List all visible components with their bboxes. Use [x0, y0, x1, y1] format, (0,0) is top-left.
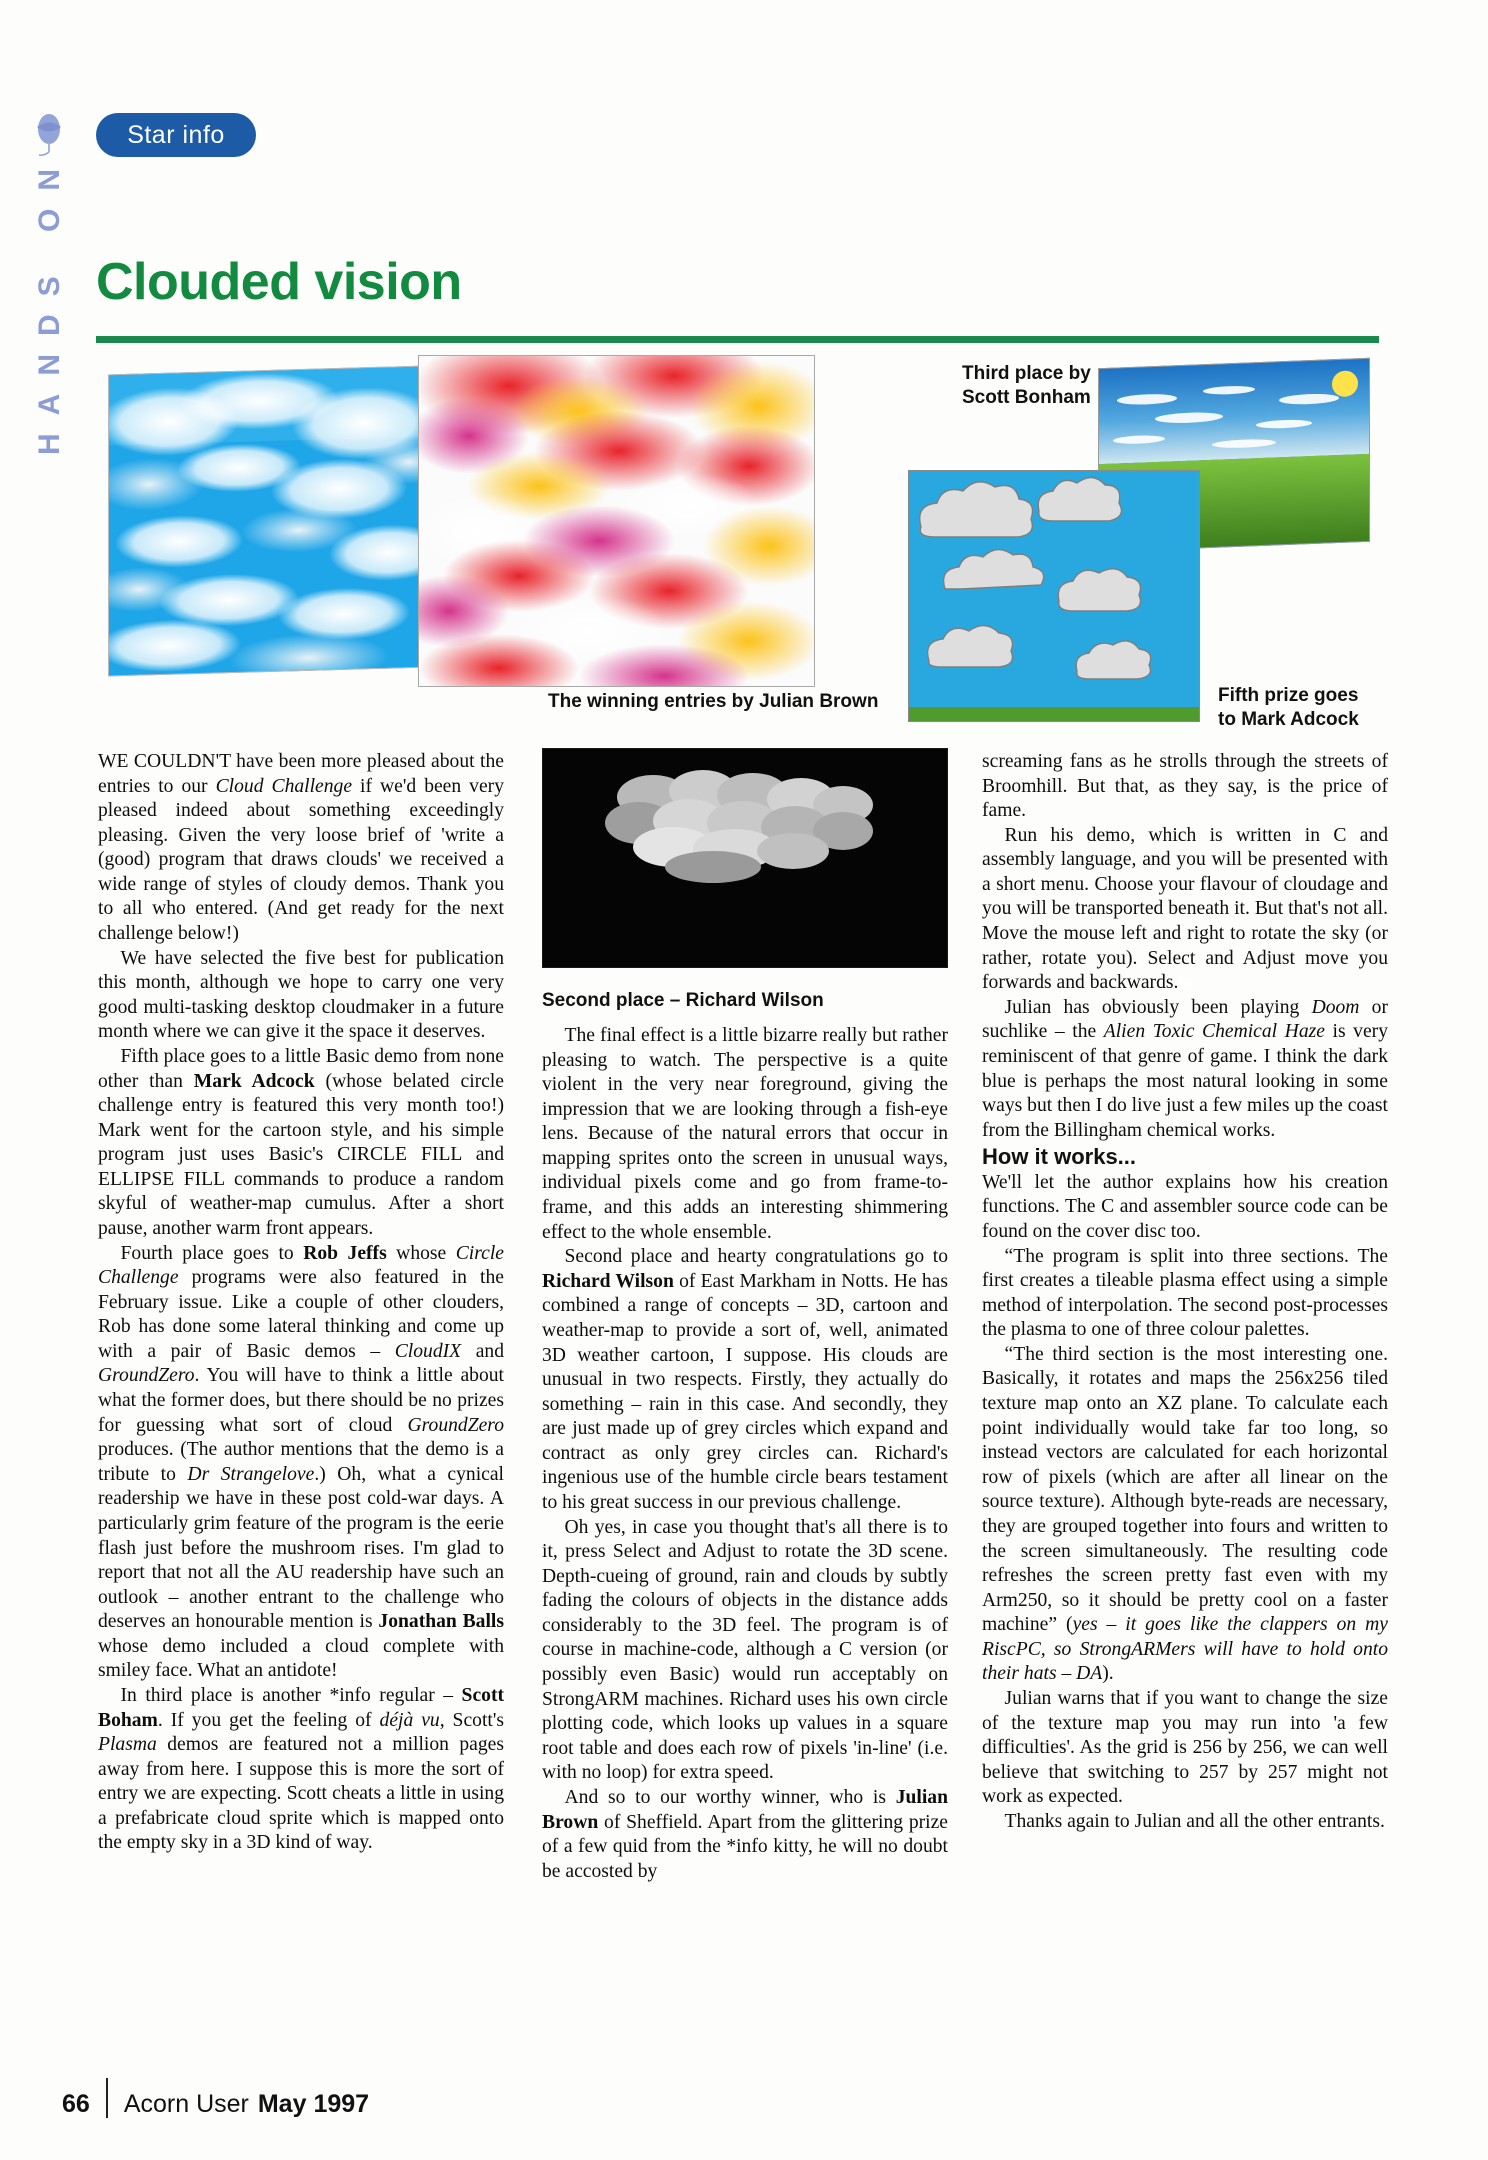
paragraph: Julian warns that if you want to change the size of the texture map you may run into 'a few difficulties'. As the grid is 256 by 256, we can well believe that switching to 257 by 257 might not work as expected. — [982, 1688, 1388, 1808]
page-number: 66 — [62, 2090, 90, 2118]
caption-third-line2: Scott Bonham — [962, 386, 1091, 408]
caption-third-place — [962, 362, 1091, 410]
text-bold: Julian Brown — [542, 1786, 948, 1833]
text-run: or suchlike – the — [982, 996, 1388, 1043]
text-run: produces. (The author mentions that the demo is a tribute to — [98, 1439, 504, 1485]
page-title: Clouded vision — [96, 253, 462, 311]
text-run: .) Oh, what a cynical readership we have in these post cold-war days. A particularly grim feature of the program is the eerie flash just before the mushroom rises. I'm glad to report that not all the AU readership have such an outlook – another entrant to the challenge who deserves an honourable mention is — [98, 1463, 505, 1633]
issue-date: May 1997 — [257, 2090, 370, 2118]
text-run: ). — [1102, 1663, 1114, 1685]
paragraph: We'll let the author explains how his creation functions. The C and assembler source code can be found on the cover disc too. — [982, 1171, 1388, 1243]
text-run: And so to our worthy winner, who is — [564, 1786, 896, 1808]
text-italic: GroundZero — [98, 1365, 195, 1387]
caption-third-line1: Third place by — [962, 363, 1091, 384]
text-italic: déjà vu — [379, 1709, 440, 1731]
text-run: if we'd been very pleased indeed about something exceedingly pleasing. Given the very loose brief of 'write a (good) program that draws clouds' we received a wide range of styles of cloudy demos. Thank you to all who entered. (And get ready for the next challenge below!) — [98, 775, 504, 945]
paragraph — [542, 1786, 948, 1884]
paragraph: We have selected the five best for publication this month, although we hope to carry one very good multi-tasking desktop cloudmaker in a future month where we can give it the space it deserves. — [98, 947, 504, 1043]
text-run: is very reminiscent of that genre of game. I think the dark blue is perhaps the most natural looking in some ways but then I do live just a few miles up the coast from the Billingham chemical works. — [982, 1021, 1388, 1141]
page-footer — [62, 2072, 369, 2119]
text-bold: Jonathan Balls — [378, 1611, 504, 1633]
text-italic: CloudIX — [394, 1340, 462, 1362]
drop-lead: WE COULDN'T — [98, 751, 231, 772]
image-plasma-red — [418, 355, 815, 687]
paragraph — [98, 1242, 504, 1684]
paragraph: Run his demo, which is written in C and assembly language, and you will be presented with a short menu. Choose your flavour of cloudage and you will be transported beneath it. But that's not all. Move the mouse left and right to rotate the sky (or rather, rotate you). Select and Adjust move you forwards and backwards. — [982, 824, 1388, 994]
text-run: , Scott's — [439, 1709, 504, 1731]
caption-fifth-prize — [1218, 684, 1359, 732]
paragraph — [98, 1684, 504, 1856]
text-bold: Rob Jeffs — [303, 1242, 387, 1264]
paragraph: “The program is split into three sections. The first creates a tileable plasma effect using a simple method of interpolation. The second post-processes the plasma to one of three colour palettes. — [982, 1245, 1388, 1341]
text-run: In third place is another *info regular – — [120, 1684, 462, 1706]
footer-divider — [106, 2078, 108, 2118]
text-italic: Plasma — [98, 1734, 157, 1756]
image-fifth-place-cartoon — [908, 470, 1200, 722]
text-run: . You will have to think a little about what the former does, but there should be no prizes for guessing what sort of cloud — [98, 1365, 504, 1436]
body-column-1 — [98, 750, 504, 1856]
image-second-place-dark — [542, 748, 948, 968]
headline-rule — [96, 336, 1379, 343]
paragraph: Oh yes, in case you thought that's all there is to it, press Select and Adjust to rotate the 3D scene. Depth-cueing of ground, rain and clouds by subtly fading the colours of objects in the distance adds considerably to the 3D feel. The program is of course in machine-code, although a C version (or possibly even Basic) would run acceptably on StrongARM machines. Richard uses his own circle plotting code, which looks up values in a square root table and does each row of pixels 'in-line' (i.e. with no loop) for extra speed. — [542, 1516, 948, 1784]
body-column-3 — [982, 750, 1388, 1834]
paragraph — [542, 1245, 948, 1515]
text-run: Fifth place goes to a little Basic demo from none other than — [98, 1045, 504, 1092]
paragraph: The final effect is a little bizarre really but rather pleasing to watch. The perspective is a quite violent in the very near foreground, giving the impression that we are looking through a fish-eye lens. Because of the natural errors that occur in mapping sprites onto the screen in unusual ways, individual pixels come and go from frame-to-frame, and this adds an interesting shimmering effect to the whole ensemble. — [542, 1025, 948, 1243]
rail-label: HANDS ON — [33, 150, 66, 455]
text-run: of Sheffield. Apart from the glittering prize of a few quid from the *info kitty, he will no doubt be accosted by — [542, 1811, 948, 1882]
image-cloud-photoreal — [108, 366, 426, 677]
text-run: and — [461, 1340, 504, 1362]
paragraph: Thanks again to Julian and all the other entrants. — [1004, 1810, 1385, 1832]
body-column-2 — [542, 1024, 948, 1884]
text-run: . If you get the feeling of — [157, 1709, 380, 1731]
caption-fifth-line1: Fifth prize goes — [1218, 685, 1359, 706]
caption-second-place: Second place – Richard Wilson — [542, 990, 824, 1011]
caption-fifth-line2: to Mark Adcock — [1218, 708, 1359, 730]
paragraph — [98, 750, 504, 947]
text-italic: Alien Toxic Chemical Haze — [1103, 1021, 1325, 1043]
text-italic: GroundZero — [407, 1414, 504, 1436]
text-italic: Doom — [1311, 996, 1360, 1018]
text-run: of East Markham in Notts. He has combined a range of concepts – 3D, cartoon and weather-map to provide a sort of, well, animated 3D weather cartoon, I suppose. His clouds are unusual in two respects. Firstly, they actually do something – rain in this case. And secondly, they are just made up of grey circles which expand and contract as only grey circles can. Richard's ingenious use of the humble circle bears testament to his great success in our previous challenge. — [542, 1270, 948, 1513]
star-info-label: Star info — [127, 120, 225, 149]
text-run: whose demo included a cloud complete with smiley face. What an antidote! — [98, 1635, 504, 1682]
paragraph — [982, 1343, 1388, 1687]
section-subheading: How it works... — [982, 1144, 1137, 1170]
text-run: Fourth place goes to — [120, 1242, 304, 1264]
text-italic: Cloud Challenge — [215, 775, 353, 797]
magazine-name: Acorn User — [123, 2090, 249, 2118]
text-italic: yes – it goes like the clappers on my RiscPC, so StrongARMers will have to hold onto their hats – DA — [982, 1614, 1388, 1685]
text-italic: Circle Challenge — [98, 1242, 504, 1289]
paragraph: screaming fans as he strolls through the streets of Broomhill. But that, as they say, is the price of fame. — [982, 751, 1388, 822]
text-bold: Scott Boham — [98, 1684, 504, 1731]
text-run: have been more pleased about the entries to our — [98, 751, 504, 797]
text-run: demos are featured not a million pages away from here. I suppose this is more the sort of entry we are expecting. Scott cheats a little in using a prefabricate cloud sprite which is mapped onto the empty sky in a 3D kind of way. — [98, 1734, 504, 1854]
star-info-badge[interactable] — [96, 113, 256, 157]
caption-winning-entries: The winning entries by Julian Brown — [548, 691, 879, 712]
text-bold: Richard Wilson — [542, 1270, 674, 1292]
text-run: whose — [386, 1242, 456, 1264]
text-run: Julian has obviously been playing — [1004, 996, 1312, 1018]
text-run: (whose belated circle challenge entry is featured this very month too!) Mark went for the cartoon style, and his simple program just uses Basic's CIRCLE FILL and ELLIPSE FILL commands to produce a random skyful of weather-map cumulus. After a short pause, another warm front appears. — [98, 1070, 504, 1239]
paragraph — [982, 996, 1388, 1143]
text-run: programs were also featured in the February issue. Like a couple of other clouders, Rob has done some lateral thinking and come up with a pair of Basic demos – — [98, 1267, 504, 1362]
text-run: Second place and hearty congratulations go to — [564, 1246, 948, 1268]
text-bold: Mark Adcock — [193, 1070, 315, 1092]
text-italic: Dr Strangelove — [187, 1463, 315, 1485]
text-run: “The third section is the most interesting one. Basically, it rotates and maps the 256x256 tiled texture map onto an XZ plane. To calculate each point individually would take far too long, so instead vectors are calculated for each horizontal row of pixels (which are after all linear on the source texture). Although byte-reads are necessary, they are grouped together into fours and written to the screen simultaneously. The resulting code refreshes the screen pretty fast even with my Arm250, so it should be pretty cool on a faster machine” ( — [982, 1343, 1388, 1636]
paragraph — [98, 1045, 504, 1242]
